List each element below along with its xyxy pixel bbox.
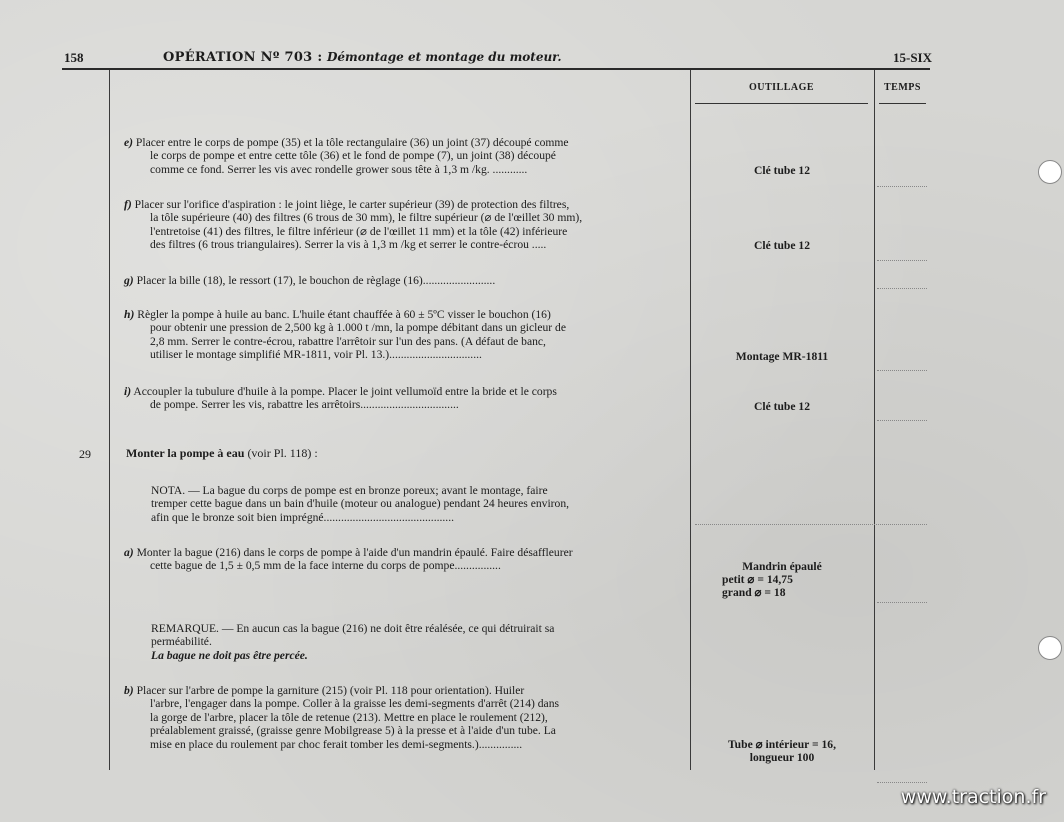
- step-text: la tôle supérieure (40) des filtres (6 trous de 30 mm), le filtre supérieur (⌀ de l'œillet 30 mm),: [150, 211, 583, 225]
- nota-text: tremper cette bague dans un bain d'huile (moteur ou analogue) pendant 24 heures environ,: [151, 497, 570, 511]
- step-text: de pompe. Serrer les vis, rabattre les arrêtoirs..................................: [150, 398, 459, 412]
- step-text: Placer entre le corps de pompe (35) et la tôle rectangulaire (36) un joint (37) découpé comme: [135, 136, 569, 149]
- section-number: 29: [79, 447, 91, 461]
- time-column-line: [874, 70, 875, 770]
- time-row-divider: [877, 420, 927, 421]
- page-title: [163, 50, 562, 65]
- tool-line: grand ⌀ = 18: [722, 586, 786, 599]
- tools-column-line: [690, 70, 691, 770]
- tool-b: [692, 738, 872, 764]
- tool-h: Montage MR-1811: [735, 350, 829, 363]
- page-number: 158: [64, 50, 84, 65]
- step-text: Accoupler la tubulure d'huile à la pompe. Placer le joint vellumoïd entre la bride et le corps: [133, 385, 557, 398]
- step-g: [124, 274, 690, 287]
- step-text: l'entretoise (41) des filtres, le filtre inférieur (⌀ de l'œillet 11 mm) et la tôle (42) inférieure: [150, 224, 568, 238]
- tool-line: Mandrin épaulé: [742, 560, 822, 573]
- model-code: 15-SIX: [893, 50, 933, 65]
- step-b: [124, 684, 690, 751]
- tools-header-rule: [695, 103, 868, 104]
- watermark: www.traction.fr: [900, 786, 1046, 808]
- tool-line: petit ⌀ = 14,75: [722, 573, 793, 586]
- time-row-divider: [877, 288, 927, 289]
- tool-e: Clé tube 12: [753, 164, 811, 177]
- row-divider: [695, 524, 927, 525]
- operation-subject: Démontage et montage du moteur.: [326, 50, 562, 64]
- tool-line: longueur 100: [749, 751, 815, 764]
- remarque-text: perméabilité.: [151, 635, 212, 649]
- step-i: [124, 385, 690, 412]
- step-text: pour obtenir une pression de 2,500 kg à 1.000 t /mn, la pompe débitant dans un gicleur de: [150, 321, 566, 335]
- step-e: [124, 136, 690, 176]
- step-label: h): [124, 308, 135, 321]
- step-label: a): [124, 546, 134, 559]
- time-row-divider: [877, 186, 927, 187]
- step-text: l'arbre, l'engager dans la pompe. Coller à la graisse les demi-segments d'arrêt (214) dans: [150, 697, 560, 711]
- nota-text: afin que le bronze soit bien imprégné.............................................: [151, 510, 454, 524]
- step-h: [124, 308, 690, 362]
- step-text: Règler la pompe à huile au banc. L'huile étant chauffée à 60 ± 5ºC visser le bouchon (16): [137, 308, 551, 321]
- section-title: Monter la pompe à eau: [126, 446, 245, 460]
- step-text: le corps de pompe et entre cette tôle (36) et le fond de pompe (7), un joint (38) découpé: [150, 149, 556, 163]
- step-label: b): [124, 684, 134, 697]
- step-text: Placer sur l'arbre de pompe la garniture (215) (voir Pl. 118 pour orientation). Huiler: [136, 684, 525, 697]
- step-text: Placer sur l'orifice d'aspiration : le joint liège, le carter supérieur (39) de protection des filtres,: [134, 198, 570, 211]
- step-text: la gorge de l'arbre, placer la tôle de retenue (213). Mettre en place le roulement (212),: [150, 710, 548, 724]
- tool-f: Clé tube 12: [753, 239, 811, 252]
- time-row-divider: [877, 370, 927, 371]
- step-text: utiliser le montage simplifié MR-1811, voir Pl. 13.)................................: [150, 348, 482, 362]
- step-text: Monter la bague (216) dans le corps de pompe à l'aide d'un mandrin épaulé. Faire désaffleurer: [136, 546, 573, 559]
- section-heading: [126, 447, 686, 460]
- remarque-text: REMARQUE. — En aucun cas la bague (216) ne doit être réalésée, ce qui détruirait sa: [151, 622, 555, 635]
- tools-column-header: OUTILLAGE: [749, 82, 815, 93]
- operation-number: OPÉRATION Nº 703 :: [163, 50, 323, 65]
- step-label: i): [124, 385, 132, 398]
- tool-i: Clé tube 12: [753, 400, 811, 413]
- step-text: préalablement graissé, (graisse genre Mobilgrease 5) à la presse et à l'aide d'un tube. La: [150, 724, 556, 738]
- nota-block: [151, 484, 690, 524]
- time-row-divider: [877, 782, 927, 783]
- step-text: Placer la bille (18), le ressort (17), le bouchon de règlage (16).........................: [136, 274, 496, 287]
- step-text: cette bague de 1,5 ± 0,5 mm de la face interne du corps de pompe................: [150, 559, 501, 573]
- step-label: g): [124, 274, 134, 287]
- header-rule: [62, 68, 930, 70]
- time-header-rule: [879, 103, 926, 104]
- step-text: mise en place du roulement par choc ferait tomber les demi-segments.)...............: [150, 737, 523, 751]
- remarque-italic: La bague ne doit pas être percée.: [151, 648, 308, 662]
- tool-line: Tube ⌀ intérieur = 16,: [728, 738, 836, 751]
- binder-hole: [1038, 636, 1062, 660]
- step-a: [124, 546, 690, 573]
- time-column-header: TEMPS: [884, 82, 921, 93]
- section-title-rest: (voir Pl. 118) :: [244, 446, 318, 460]
- left-margin-line: [109, 70, 110, 770]
- remarque-block: [151, 622, 690, 662]
- time-row-divider: [877, 260, 927, 261]
- tool-a: [692, 560, 872, 599]
- step-label: f): [124, 198, 132, 211]
- step-text: 2,8 mm. Serrer le contre-écrou, rabattre l'arrêtoir sur l'un des pans. (A défaut de banc,: [150, 334, 546, 348]
- binder-hole: [1038, 160, 1062, 184]
- step-f: [124, 198, 690, 252]
- step-text: des filtres (6 trous triangulaires). Serrer la vis à 1,3 m /kg et serrer le contre-écrou .....: [150, 238, 547, 252]
- nota-text: NOTA. — La bague du corps de pompe est en bronze poreux; avant le montage, faire: [151, 484, 548, 497]
- step-label: e): [124, 136, 134, 149]
- time-row-divider: [877, 602, 927, 603]
- step-text: comme ce fond. Serrer les vis avec rondelle grower sous tête à 1,3 m /kg. ............: [150, 162, 528, 176]
